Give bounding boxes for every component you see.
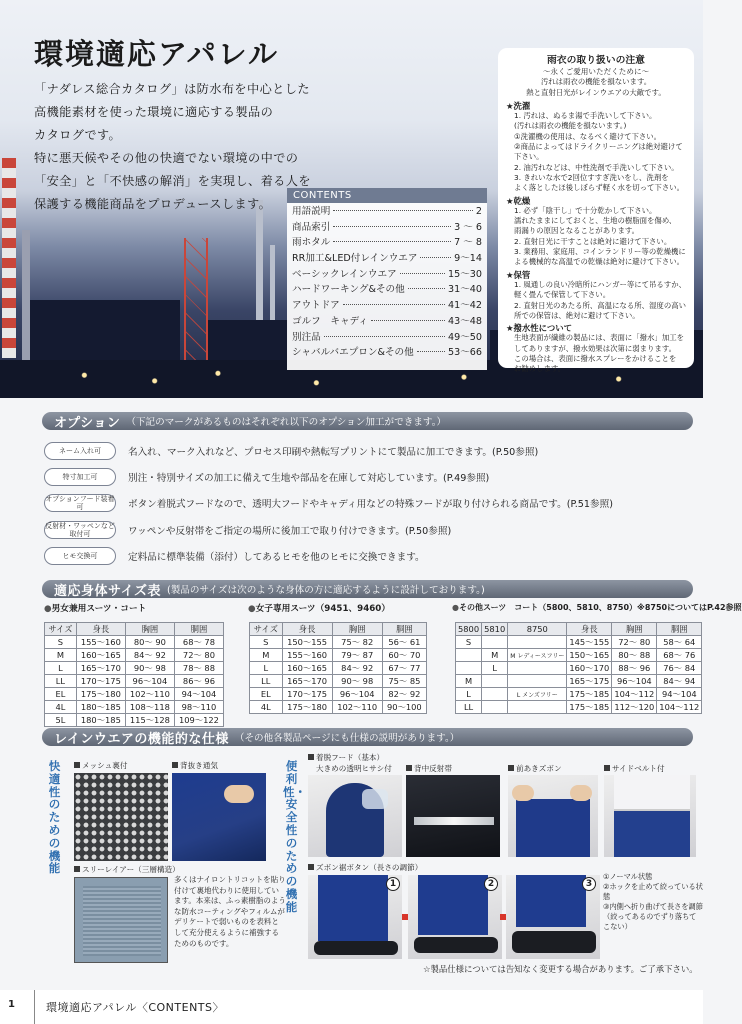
contents-item-pages: 49～50: [447, 331, 482, 343]
table-cell: [482, 675, 508, 688]
step-number: 1: [386, 877, 400, 891]
table-cell: 4L: [45, 701, 77, 714]
table-header-cell: 胸囲: [332, 623, 382, 636]
table-cell: 160～170: [567, 662, 612, 675]
dot-leader: [333, 241, 451, 242]
contents-item-title: アウトドア: [292, 300, 340, 312]
table-row: [250, 675, 427, 688]
trouser-notes: [603, 872, 703, 932]
page-number: 1: [8, 999, 15, 1010]
contents-item-title: ベーシックレインウエア: [292, 268, 397, 280]
care-section-title: ★洗濯: [506, 100, 531, 111]
women-size-table: [249, 622, 427, 714]
care-subtitle: ～永くご愛用いただくために～: [542, 67, 650, 76]
table-cell: 96～104: [332, 688, 382, 701]
table-row: [250, 701, 427, 714]
table-cell: 115～128: [125, 714, 174, 727]
table-cell: 78～ 88: [174, 662, 223, 675]
hand-graphic: [224, 785, 254, 803]
table-cell: 60～ 70: [382, 649, 426, 662]
dot-leader: [400, 273, 445, 274]
care-line: 1. 汚れは、ぬるま湯で手洗いして下さい。: [514, 111, 657, 121]
table-cell: 72～ 80: [174, 649, 223, 662]
spec-footnote: ☆製品仕様については告知なく変更する場合があります。ご了承下さい。: [423, 964, 698, 974]
page-title: 環境適応アパレル: [34, 37, 279, 71]
table-header-cell: 身長: [567, 623, 612, 636]
table-cell: 68～ 78: [174, 636, 223, 649]
table-row: [45, 675, 224, 688]
dot-leader: [371, 320, 445, 321]
dot-leader: [417, 351, 445, 352]
table-cell: L: [456, 688, 482, 701]
men-caption-text: 男女兼用スーツ・コート: [51, 604, 147, 614]
care-line: 3. きれいな水で2回位すすぎ洗いをし、洗剤を: [514, 172, 669, 182]
table-row: [456, 636, 702, 649]
safety-vertical-label: 便利性・安全性のための機能: [283, 759, 306, 914]
table-cell: 90～ 98: [332, 675, 382, 688]
care-line: お勧めします。: [514, 364, 566, 374]
table-cell: 90～100: [382, 701, 426, 714]
options-subtitle: （下記のマークがあるものはそれぞれ以下のオプション加工ができます。）: [126, 417, 447, 428]
footer-title: 環境適応アパレル〈CONTENTS〉: [46, 1001, 225, 1014]
table-cell: M: [482, 649, 508, 662]
table-cell: 90～ 98: [125, 662, 174, 675]
option-text: 別注・特別サイズの加工に備えて生地や部品を在庫して対応しています。(P.49参照): [128, 473, 490, 484]
table-cell: 56～ 61: [382, 636, 426, 649]
contents-item[interactable]: [287, 219, 487, 235]
table-row: [250, 688, 427, 701]
table-cell: S: [45, 636, 77, 649]
step-number: 2: [484, 877, 498, 891]
table-row: [456, 649, 702, 662]
table-cell: 150～165: [567, 649, 612, 662]
other-caption-text: その他スーツ コート（5800、5810、8750）※8750についてはP.42参照: [458, 603, 742, 612]
table-cell: 175～180: [76, 688, 125, 701]
care-section-title: ★乾燥: [506, 195, 531, 206]
table-cell: 180～185: [76, 714, 125, 727]
table-cell: 109～122: [174, 714, 223, 727]
table-cell: 80～ 90: [125, 636, 174, 649]
table-row: [45, 649, 224, 662]
care-line: この場合は、表面に撥水スプレーをかけることを: [514, 354, 677, 364]
dot-leader: [343, 304, 445, 305]
contents-item[interactable]: [287, 281, 487, 297]
comfort-vertical-label: 快適性のための機能: [48, 759, 61, 876]
option-badge: ヒモ交換可: [44, 547, 116, 565]
contents-item-title: RR加工&LED付レインウエア: [292, 253, 418, 265]
hood-label: 着脱フード（基本）: [308, 752, 384, 763]
table-cell: 112～120: [612, 701, 657, 714]
hand-graphic: [512, 785, 534, 801]
table-cell: LL: [456, 701, 482, 714]
three-layer-text: 多くはナイロントリコットを貼り付けて裏地代わりに使用しています。本来は、ふっ素樹脂のような防水コーティングやフィルムがデリケートで弱いものを表料として充分使えるように補強するためのものです。: [174, 875, 286, 948]
refinery-tower-graphic: [184, 238, 208, 378]
contents-item[interactable]: [287, 234, 487, 250]
layer-label: スリーレイアー（三層構造）: [74, 864, 180, 875]
option-row: [44, 492, 613, 514]
table-row: [250, 662, 427, 675]
women-table-caption: ●女子専用スーツ（9451、9460）: [248, 604, 391, 614]
hero-section: [0, 0, 703, 398]
table-row: [250, 636, 427, 649]
table-cell: S: [250, 636, 283, 649]
table-cell: M: [250, 649, 283, 662]
women-caption-text: 女子専用スーツ（9451、9460）: [255, 604, 391, 614]
table-cell: [508, 701, 567, 714]
dot-leader: [408, 288, 445, 289]
care-intro: [506, 77, 686, 98]
contents-item-title: 雨ホタル: [292, 237, 331, 249]
contents-heading: CONTENTS: [287, 188, 487, 203]
options-title: オプション: [54, 415, 121, 431]
contents-item-pages: 15～30: [447, 268, 482, 280]
contents-item-pages: 41～42: [447, 300, 482, 312]
contents-item-title: 別注品: [292, 331, 321, 343]
table-row: [45, 662, 224, 675]
option-badge: 特寸加工可: [44, 468, 116, 486]
care-instructions-box: [498, 48, 694, 374]
table-cell: 75～ 82: [332, 636, 382, 649]
table-cell: 155～160: [282, 649, 332, 662]
table-cell: 160～165: [282, 662, 332, 675]
table-cell: 84～ 92: [332, 662, 382, 675]
table-header-cell: 身長: [282, 623, 332, 636]
contents-list: [287, 203, 487, 360]
contents-item-pages: 43～48: [447, 315, 482, 327]
care-section-title: ★保管: [506, 269, 531, 280]
contents-item-title: シャバルバエプロン&その他: [292, 347, 414, 359]
contents-item[interactable]: [287, 297, 487, 313]
table-header-cell: 胴囲: [657, 623, 702, 636]
care-line: 2. 油汚れなどは、中性洗剤で手洗いして下さい。: [514, 162, 679, 172]
table-header-cell: 5800: [456, 623, 482, 636]
table-cell: EL: [250, 688, 283, 701]
dot-leader: [324, 336, 445, 337]
sizes-band: [42, 580, 693, 598]
table-cell: 102～110: [125, 688, 174, 701]
sizes-title: 適応身体サイズ表: [54, 583, 161, 599]
table-row: [45, 701, 224, 714]
page-footer: [0, 990, 703, 1024]
reflective-strip: [414, 817, 494, 825]
care-title: 雨衣の取り扱いの注意: [547, 55, 645, 66]
care-sections: [506, 101, 686, 375]
hand-graphic: [570, 785, 592, 801]
men-table-caption: ●男女兼用スーツ・コート: [44, 604, 147, 614]
table-header-cell: 胴囲: [174, 623, 223, 636]
table-cell: 155～160: [76, 636, 125, 649]
side-belt-photo: [604, 775, 696, 857]
table-cell: LL: [250, 675, 283, 688]
options-band: [42, 412, 693, 430]
contents-item[interactable]: [287, 250, 487, 266]
table-cell: 175～180: [282, 701, 332, 714]
table-row: [456, 675, 702, 688]
option-text: 定料品に標準装備（添付）してあるヒモを他のヒモに交換できます。: [128, 552, 425, 563]
table-cell: M レディースフリー: [508, 649, 567, 662]
hood-sub-label: 大きめの透明ヒサシ付: [316, 764, 392, 773]
table-cell: [508, 636, 567, 649]
care-line: 生地表面が繊維の製品には、表面に「撥水」加工を: [514, 333, 684, 343]
belt-label: サイドベルト付: [604, 763, 665, 774]
table-cell: 175～185: [567, 688, 612, 701]
intro-line: 高機能素材を使った環境に適応する製品の: [34, 105, 274, 119]
contents-item[interactable]: [287, 203, 487, 219]
table-row: [250, 649, 427, 662]
table-row: [45, 714, 224, 727]
contents-item-pages: 53～66: [447, 347, 482, 359]
men-size-table: [44, 622, 224, 727]
contents-item-pages: 7 ～ 8: [454, 237, 482, 249]
step-number: 3: [582, 877, 596, 891]
trouser-note: ①ノーマル状態: [603, 872, 653, 881]
contents-item[interactable]: [287, 329, 487, 345]
care-line: よく落としたほ後しぼらず軽く水を切って下さい。: [514, 183, 684, 193]
table-header-row: [456, 623, 702, 636]
contents-box: [287, 188, 487, 370]
table-row: [456, 701, 702, 714]
intro-text: [34, 78, 324, 216]
contents-item[interactable]: [287, 266, 487, 282]
table-cell: 180～185: [76, 701, 125, 714]
option-text: 名入れ、マーク入れなど、プロセス印刷や熱転写プリントにて製品に加工できます。(P.50参照): [128, 447, 539, 458]
contents-item-pages: 2: [475, 206, 482, 217]
table-cell: 165～170: [282, 675, 332, 688]
other-size-table: [455, 622, 702, 714]
table-row: [45, 636, 224, 649]
table-header-cell: 胸囲: [125, 623, 174, 636]
vent-label: 背抜き通気: [172, 760, 218, 771]
table-cell: EL: [45, 688, 77, 701]
table-cell: [508, 675, 567, 688]
table-cell: 170～175: [76, 675, 125, 688]
intro-line: 「安全」と「不快感の解消」を実現し、着る人を: [34, 174, 311, 188]
option-text: ワッペンや反射帯をご指定の場所に後加工で取り付けできます。(P.50参照): [128, 526, 452, 537]
table-cell: 165～175: [567, 675, 612, 688]
table-header-cell: 身長: [76, 623, 125, 636]
table-cell: L: [45, 662, 77, 675]
table-cell: 175～185: [567, 701, 612, 714]
table-cell: M: [456, 675, 482, 688]
table-cell: [456, 662, 482, 675]
table-row: [456, 662, 702, 675]
table-header-cell: サイズ: [45, 623, 77, 636]
option-row: [44, 440, 538, 462]
contents-item-title: 用語説明: [292, 206, 331, 217]
table-cell: 58～ 64: [657, 636, 702, 649]
care-line: 2. 直射日光に干すことは絶対に避けて下さい。: [514, 236, 672, 246]
table-cell: [482, 688, 508, 701]
table-cell: 86～ 96: [174, 675, 223, 688]
option-row: [44, 519, 451, 541]
table-cell: L: [482, 662, 508, 675]
table-cell: 72～ 80: [612, 636, 657, 649]
chimney-graphic: [2, 158, 16, 358]
table-cell: 165～170: [76, 662, 125, 675]
chimney-graphic: [22, 230, 30, 370]
table-cell: 5L: [45, 714, 77, 727]
table-cell: 96～104: [125, 675, 174, 688]
table-header-cell: 胸囲: [612, 623, 657, 636]
table-cell: 145～155: [567, 636, 612, 649]
care-line: 軽く畳んで保管して下さい。: [514, 290, 611, 300]
care-line: (汚れは雨衣の機能を損ないます。): [514, 121, 627, 131]
table-cell: L: [250, 662, 283, 675]
table-cell: LL: [45, 675, 77, 688]
table-row: [456, 688, 702, 701]
table-header-cell: 5810: [482, 623, 508, 636]
table-row: [45, 688, 224, 701]
care-line: 濡れたままにしておくと、生地の樹脂面を傷め、: [514, 216, 677, 226]
intro-line: 保護する機能商品をプロデュースします。: [34, 197, 272, 211]
intro-line: 特に悪天候やその他の快適でない環境の中での: [34, 151, 299, 165]
sizes-subtitle: (製品のサイズは次のような身体の方に適応するように設計しております。): [166, 585, 485, 596]
care-intro-line: 汚れは雨衣の機能を損ないます。: [540, 77, 652, 87]
table-cell: 80～ 88: [612, 649, 657, 662]
contents-item[interactable]: [287, 313, 487, 329]
care-intro-line: 熱と直射日光がレインウエアの大敵です。: [526, 87, 666, 97]
front-open-trousers-photo: [508, 775, 598, 857]
table-cell: 104～112: [657, 701, 702, 714]
table-cell: 98～110: [174, 701, 223, 714]
care-line: 1. 風通しの良い冷暗所にハンガー等にて吊るすか、: [514, 279, 686, 289]
intro-line: カタログです。: [34, 128, 122, 142]
mesh-lining-photo: [74, 773, 168, 861]
table-cell: 96～104: [612, 675, 657, 688]
trouser-note: ②ホックを止めて絞っている状態: [603, 882, 703, 901]
table-cell: 4L: [250, 701, 283, 714]
care-line: 2. 直射日光のあたる所、高温になる所、湿度の高い: [514, 300, 686, 310]
care-line: ①洗濯機の使用は、なるべく避けて下さい。: [514, 131, 662, 141]
table-cell: 104～112: [612, 688, 657, 701]
contents-item-title: ハードワーキング&その他: [292, 284, 405, 296]
care-line: 3. 業務用、家庭用、コインランドリー等の乾燥機に: [514, 247, 686, 257]
footer-divider: [34, 990, 35, 1024]
dot-leader: [333, 226, 451, 227]
contents-item-title: 商品索引: [292, 221, 331, 233]
table-cell: 102～110: [332, 701, 382, 714]
table-cell: 88～ 96: [612, 662, 657, 675]
care-line: 1. 必ず「陰干し」で十分乾かして下さい。: [514, 205, 657, 215]
table-cell: 68～ 76: [657, 649, 702, 662]
hem-label: ズボン裾ボタン（長さの調節）: [308, 862, 422, 873]
table-cell: 94～104: [657, 688, 702, 701]
table-cell: 160～165: [76, 649, 125, 662]
care-line: ②商品によってはドライクリーニングは絶対避けて下さい。: [514, 142, 683, 162]
table-cell: 75～ 85: [382, 675, 426, 688]
care-line: よる機械的な高温での乾燥は絶対に避けて下さい。: [514, 257, 684, 267]
trouser-note: ③内側へ折り曲げて長さを調節（絞ってあるのでずり落ちてこない）: [603, 902, 703, 931]
features-band: [42, 728, 693, 746]
option-badge: オプションフード装着可: [45, 495, 115, 511]
mesh-label: メッシュ裏付: [74, 760, 127, 771]
option-text: ボタン着脱式フードなので、透明大フードやキャディ用などの特殊フードが取り付けられる商品です。(P.51参照): [128, 499, 613, 510]
option-row: [44, 545, 425, 567]
contents-item-pages: 9～14: [454, 253, 482, 265]
table-cell: 82～ 92: [382, 688, 426, 701]
table-header-cell: サイズ: [250, 623, 283, 636]
dot-leader: [420, 257, 451, 258]
table-cell: S: [456, 636, 482, 649]
table-cell: [508, 662, 567, 675]
reflector-photo: [406, 775, 500, 857]
table-header-row: [45, 623, 224, 636]
table-cell: 84～ 94: [657, 675, 702, 688]
table-cell: 150～155: [282, 636, 332, 649]
table-cell: 108～118: [125, 701, 174, 714]
option-badge: 反射材・ワッペンなど取付可: [45, 522, 115, 538]
table-header-cell: 胴囲: [382, 623, 426, 636]
table-cell: 79～ 87: [332, 649, 382, 662]
three-layer-photo: [74, 877, 168, 963]
care-line: してありますが、撥水効果は次第に弱まります。: [514, 343, 677, 353]
table-cell: M: [45, 649, 77, 662]
care-line: 所での保管は、絶対に避けて下さい。: [514, 310, 640, 320]
option-row: [44, 466, 489, 488]
features-title: レインウエアの機能的な仕様: [54, 731, 229, 747]
table-cell: L メンズフリー: [508, 688, 567, 701]
care-section-title: ★撥水性について: [506, 323, 572, 334]
option-badge: ネーム入れ可: [44, 442, 116, 460]
contents-item-pages: 31～40: [447, 284, 482, 296]
contents-item[interactable]: [287, 344, 487, 360]
hood-photo: [308, 775, 402, 857]
other-table-caption: ●その他スーツ コート（5800、5810、8750）※8750についてはP.42参照: [452, 603, 742, 612]
table-header-cell: 8750: [508, 623, 567, 636]
table-cell: [456, 649, 482, 662]
back-vent-photo: [172, 773, 266, 861]
reflector-label: 背中反射帯: [406, 763, 452, 774]
zip-label: 前あきズボン: [508, 763, 562, 774]
table-cell: 170～175: [282, 688, 332, 701]
care-line: 雨漏りの原因となることがあります。: [514, 226, 640, 236]
table-cell: 76～ 84: [657, 662, 702, 675]
dot-leader: [333, 210, 473, 211]
table-cell: 84～ 92: [125, 649, 174, 662]
table-cell: 67～ 77: [382, 662, 426, 675]
table-header-row: [250, 623, 427, 636]
table-cell: [482, 701, 508, 714]
contents-item-pages: 3 ～ 6: [454, 221, 482, 233]
features-subtitle: （その他各製品ページにも仕様の説明があります。）: [234, 733, 460, 744]
table-cell: 94～104: [174, 688, 223, 701]
intro-line: 「ナダレス総合カタログ」は防水布を中心とした: [34, 82, 310, 96]
table-cell: [482, 636, 508, 649]
contents-item-title: ゴルフ キャディ: [292, 315, 368, 327]
